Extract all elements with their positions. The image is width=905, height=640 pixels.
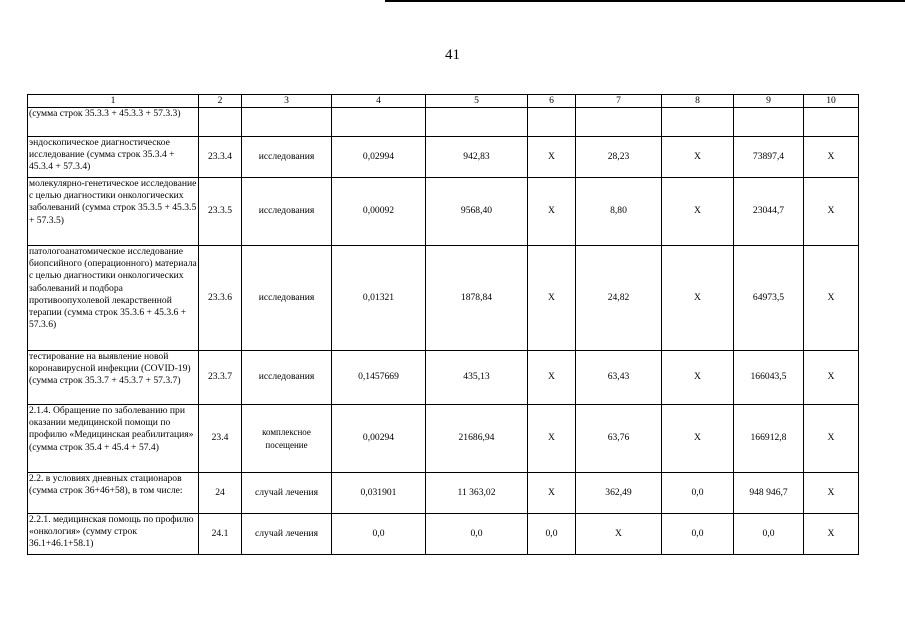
cell-col5: 0,0 (426, 514, 528, 555)
cell-col8: X (662, 178, 734, 246)
header-cell: 2 (199, 95, 242, 108)
table-row (28, 514, 859, 555)
page-number: 41 (445, 47, 460, 63)
cell-col8: X (662, 246, 734, 351)
cell-col6: X (528, 246, 576, 351)
cell-col10: X (804, 473, 859, 514)
cell-col9: 166912,8 (734, 405, 804, 473)
row-name-cell: тестирование на выявление новой коронавирусной инфекции (COVID-19) (сумма строк 35.3.7 + 45.3.7 + 57.3.7) (28, 351, 199, 405)
cell-col7: 362,49 (576, 473, 662, 514)
row-name-cell: 2.2.1. медицинская помощь по профилю «онкология» (сумму строк 36.1+46.1+58.1) (28, 514, 199, 555)
data-table (27, 94, 859, 555)
cell-col6 (528, 108, 576, 137)
table-row (28, 178, 859, 246)
cell-col10: X (804, 178, 859, 246)
row-name-cell: 2.1.4. Обращение по заболеванию при оказании медицинской помощи по профилю «Медицинская реабилитация» (сумма строк 35.4 + 45.4 + 57.4) (28, 405, 199, 473)
cell-col10: X (804, 351, 859, 405)
cell-col6: X (528, 473, 576, 514)
cell-col7: 8,80 (576, 178, 662, 246)
cell-col5: 1878,84 (426, 246, 528, 351)
cell-col8: X (662, 405, 734, 473)
table-row (28, 137, 859, 178)
cell-col7: X (576, 514, 662, 555)
cell-col4: 0,0 (332, 514, 426, 555)
cell-col6: 0,0 (528, 514, 576, 555)
cell-col9 (734, 108, 804, 137)
cell-col9: 73897,4 (734, 137, 804, 178)
row-name-cell: эндоскопическое диагностическое исследование (сумма строк 35.3.4 + 45.3.4 + 57.3.4) (28, 137, 199, 178)
page-top-rule (385, 0, 905, 2)
cell-col7 (576, 108, 662, 137)
table-row (28, 246, 859, 351)
cell-col4: 0,01321 (332, 246, 426, 351)
cell-col5: 435,13 (426, 351, 528, 405)
cell-row-number: 23.3.5 (199, 178, 242, 246)
cell-col5: 11 363,02 (426, 473, 528, 514)
cell-unit: исследования (242, 351, 332, 405)
cell-col8 (662, 108, 734, 137)
cell-unit: исследования (242, 178, 332, 246)
header-cell: 1 (28, 95, 199, 108)
cell-col10: X (804, 514, 859, 555)
header-cell: 10 (804, 95, 859, 108)
cell-unit: случай лечения (242, 514, 332, 555)
cell-col9: 64973,5 (734, 246, 804, 351)
cell-col8: X (662, 137, 734, 178)
cell-col4: 0,031901 (332, 473, 426, 514)
cell-col6: X (528, 178, 576, 246)
cell-col8: X (662, 351, 734, 405)
cell-unit: комплексное посещение (242, 405, 332, 473)
cell-col5: 9568,40 (426, 178, 528, 246)
table-row (28, 405, 859, 473)
cell-col5: 942,83 (426, 137, 528, 178)
header-cell: 5 (426, 95, 528, 108)
cell-col6: X (528, 137, 576, 178)
row-name-cell: (сумма строк 35.3.3 + 45.3.3 + 57.3.3) (28, 108, 199, 137)
cell-col10: X (804, 137, 859, 178)
cell-col9: 0,0 (734, 514, 804, 555)
cell-col4: 0,1457669 (332, 351, 426, 405)
cell-col4: 0,02994 (332, 137, 426, 178)
cell-row-number: 24.1 (199, 514, 242, 555)
header-cell: 7 (576, 95, 662, 108)
cell-col9: 948 946,7 (734, 473, 804, 514)
cell-col7: 28,23 (576, 137, 662, 178)
cell-col4: 0,00294 (332, 405, 426, 473)
table-row (28, 108, 859, 137)
cell-col7: 63,76 (576, 405, 662, 473)
cell-col10: X (804, 246, 859, 351)
header-cell: 8 (662, 95, 734, 108)
cell-col10 (804, 108, 859, 137)
cell-col4: 0,00092 (332, 178, 426, 246)
cell-unit (242, 108, 332, 137)
cell-col7: 63,43 (576, 351, 662, 405)
cell-row-number: 23.3.7 (199, 351, 242, 405)
cell-row-number: 23.4 (199, 405, 242, 473)
header-cell: 6 (528, 95, 576, 108)
cell-col5 (426, 108, 528, 137)
header-row (28, 95, 859, 108)
cell-row-number (199, 108, 242, 137)
cell-col4 (332, 108, 426, 137)
cell-unit: исследования (242, 246, 332, 351)
cell-col5: 21686,94 (426, 405, 528, 473)
cell-row-number: 23.3.4 (199, 137, 242, 178)
row-name-cell: молекулярно-генетическое исследование с целью диагностики онкологических заболеваний (сумма строк 35.3.5 + 45.3.5 + 57.3.5) (28, 178, 199, 246)
cell-col6: X (528, 405, 576, 473)
cell-col7: 24,82 (576, 246, 662, 351)
header-cell: 4 (332, 95, 426, 108)
cell-col6: X (528, 351, 576, 405)
cell-row-number: 23.3.6 (199, 246, 242, 351)
row-name-cell: патологоанатомическое исследование биопсийного (операционного) материала с целью диагностики онкологических заболеваний и подбора противоопухолевой лекарственной терапии (сумма строк 35.3.6 + 45.3.6 + 57.3.6) (28, 246, 199, 351)
header-cell: 3 (242, 95, 332, 108)
cell-col8: 0,0 (662, 514, 734, 555)
row-name-cell: 2.2. в условиях дневных стационаров (сумма строк 36+46+58), в том числе: (28, 473, 199, 514)
table-row (28, 351, 859, 405)
cell-col9: 166043,5 (734, 351, 804, 405)
table-row (28, 473, 859, 514)
header-cell: 9 (734, 95, 804, 108)
cell-unit: случай лечения (242, 473, 332, 514)
cell-row-number: 24 (199, 473, 242, 514)
cell-col8: 0,0 (662, 473, 734, 514)
cell-col10: X (804, 405, 859, 473)
cell-col9: 23044,7 (734, 178, 804, 246)
cell-unit: исследования (242, 137, 332, 178)
